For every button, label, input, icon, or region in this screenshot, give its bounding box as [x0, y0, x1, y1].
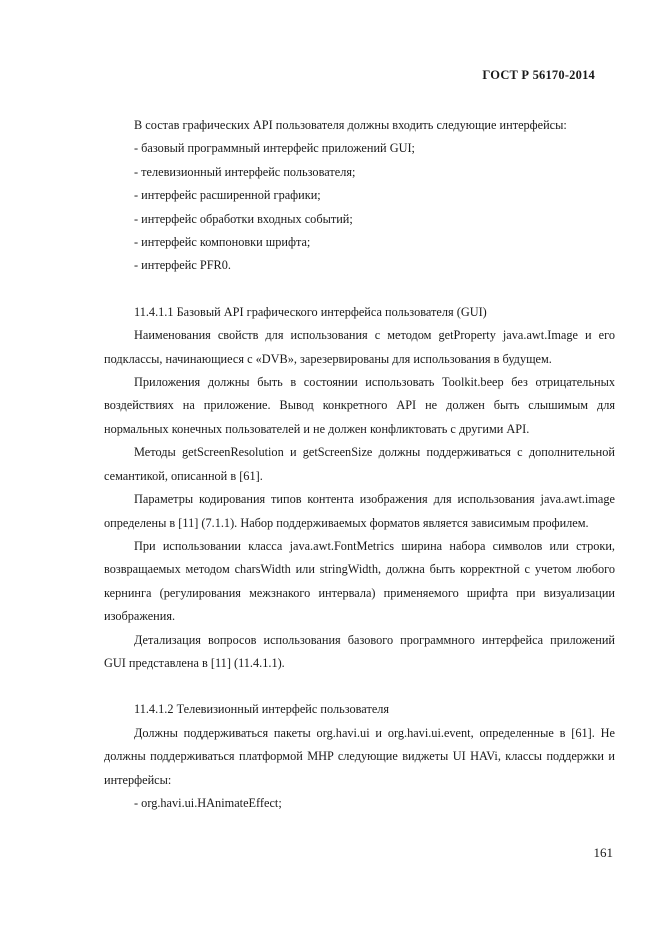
list-item: - базовый программный интерфейс приложений GUI; [134, 141, 415, 156]
standard-header: ГОСТ Р 56170-2014 [482, 68, 595, 82]
paragraph: Детализация вопросов использования базового программного интерфейса приложений GUI представлена в [11] (11.4.1.1). [104, 632, 615, 670]
paragraph: Параметры кодирования типов контента изображения для использования java.awt.image определены в [11] (7.1.1). Набор поддерживаемых форматов является зависимым профилем. [104, 492, 615, 530]
paragraph: Наименования свойств для использования с методом getProperty java.awt.Image и его подклассы, начинающиеся с «DVB», зарезервированы для использования в будущем. [104, 328, 615, 366]
section-heading: 11.4.1.2 Телевизионный интерфейс пользователя [134, 702, 390, 717]
section-heading: 11.4.1.1 Базовый API графического интерфейса пользователя (GUI) [134, 304, 487, 319]
list-item: - интерфейс компоновки шрифта; [134, 235, 311, 250]
page-number: 161 [593, 845, 613, 860]
paragraph: Методы getScreenResolution и getScreenSize должны поддерживаться с дополнительной семантикой, описанной в [61]. [104, 445, 615, 483]
spacer [104, 675, 615, 698]
spacer [104, 278, 615, 301]
list-item: - org.havi.ui.HAnimateEffect; [134, 795, 282, 810]
document-body [104, 114, 615, 815]
paragraph: При использовании класса java.awt.FontMetrics ширина набора символов или строки, возвращаемых методом charsWidth или stringWidth, должна быть корректной с учетом любого кернинга (регулирования межзнакого интервала) применяемого шрифта при визуализации изображения. [104, 538, 615, 624]
paragraph: Приложения должны быть в состоянии использовать Toolkit.beep без отрицательных воздействиях на приложение. Вывод конкретного API не должен быть слышимым для нормальных конечных пользователей и не должен конфликтовать с другими API. [104, 375, 615, 436]
list-item: - интерфейс PFR0. [134, 258, 231, 273]
list-item: - телевизионный интерфейс пользователя; [134, 164, 356, 179]
paragraph: Должны поддерживаться пакеты org.havi.ui и org.havi.ui.event, определенные в [61]. Не должны поддерживаться платформой MHP следующие виджеты UI HAVi, классы поддержки и интерфейсы: [104, 725, 615, 787]
intro-paragraph: В состав графических API пользователя должны входить следующие интерфейсы: [134, 118, 567, 132]
list-item: - интерфейс расширенной графики; [134, 188, 321, 203]
list-item: - интерфейс обработки входных событий; [134, 211, 353, 226]
